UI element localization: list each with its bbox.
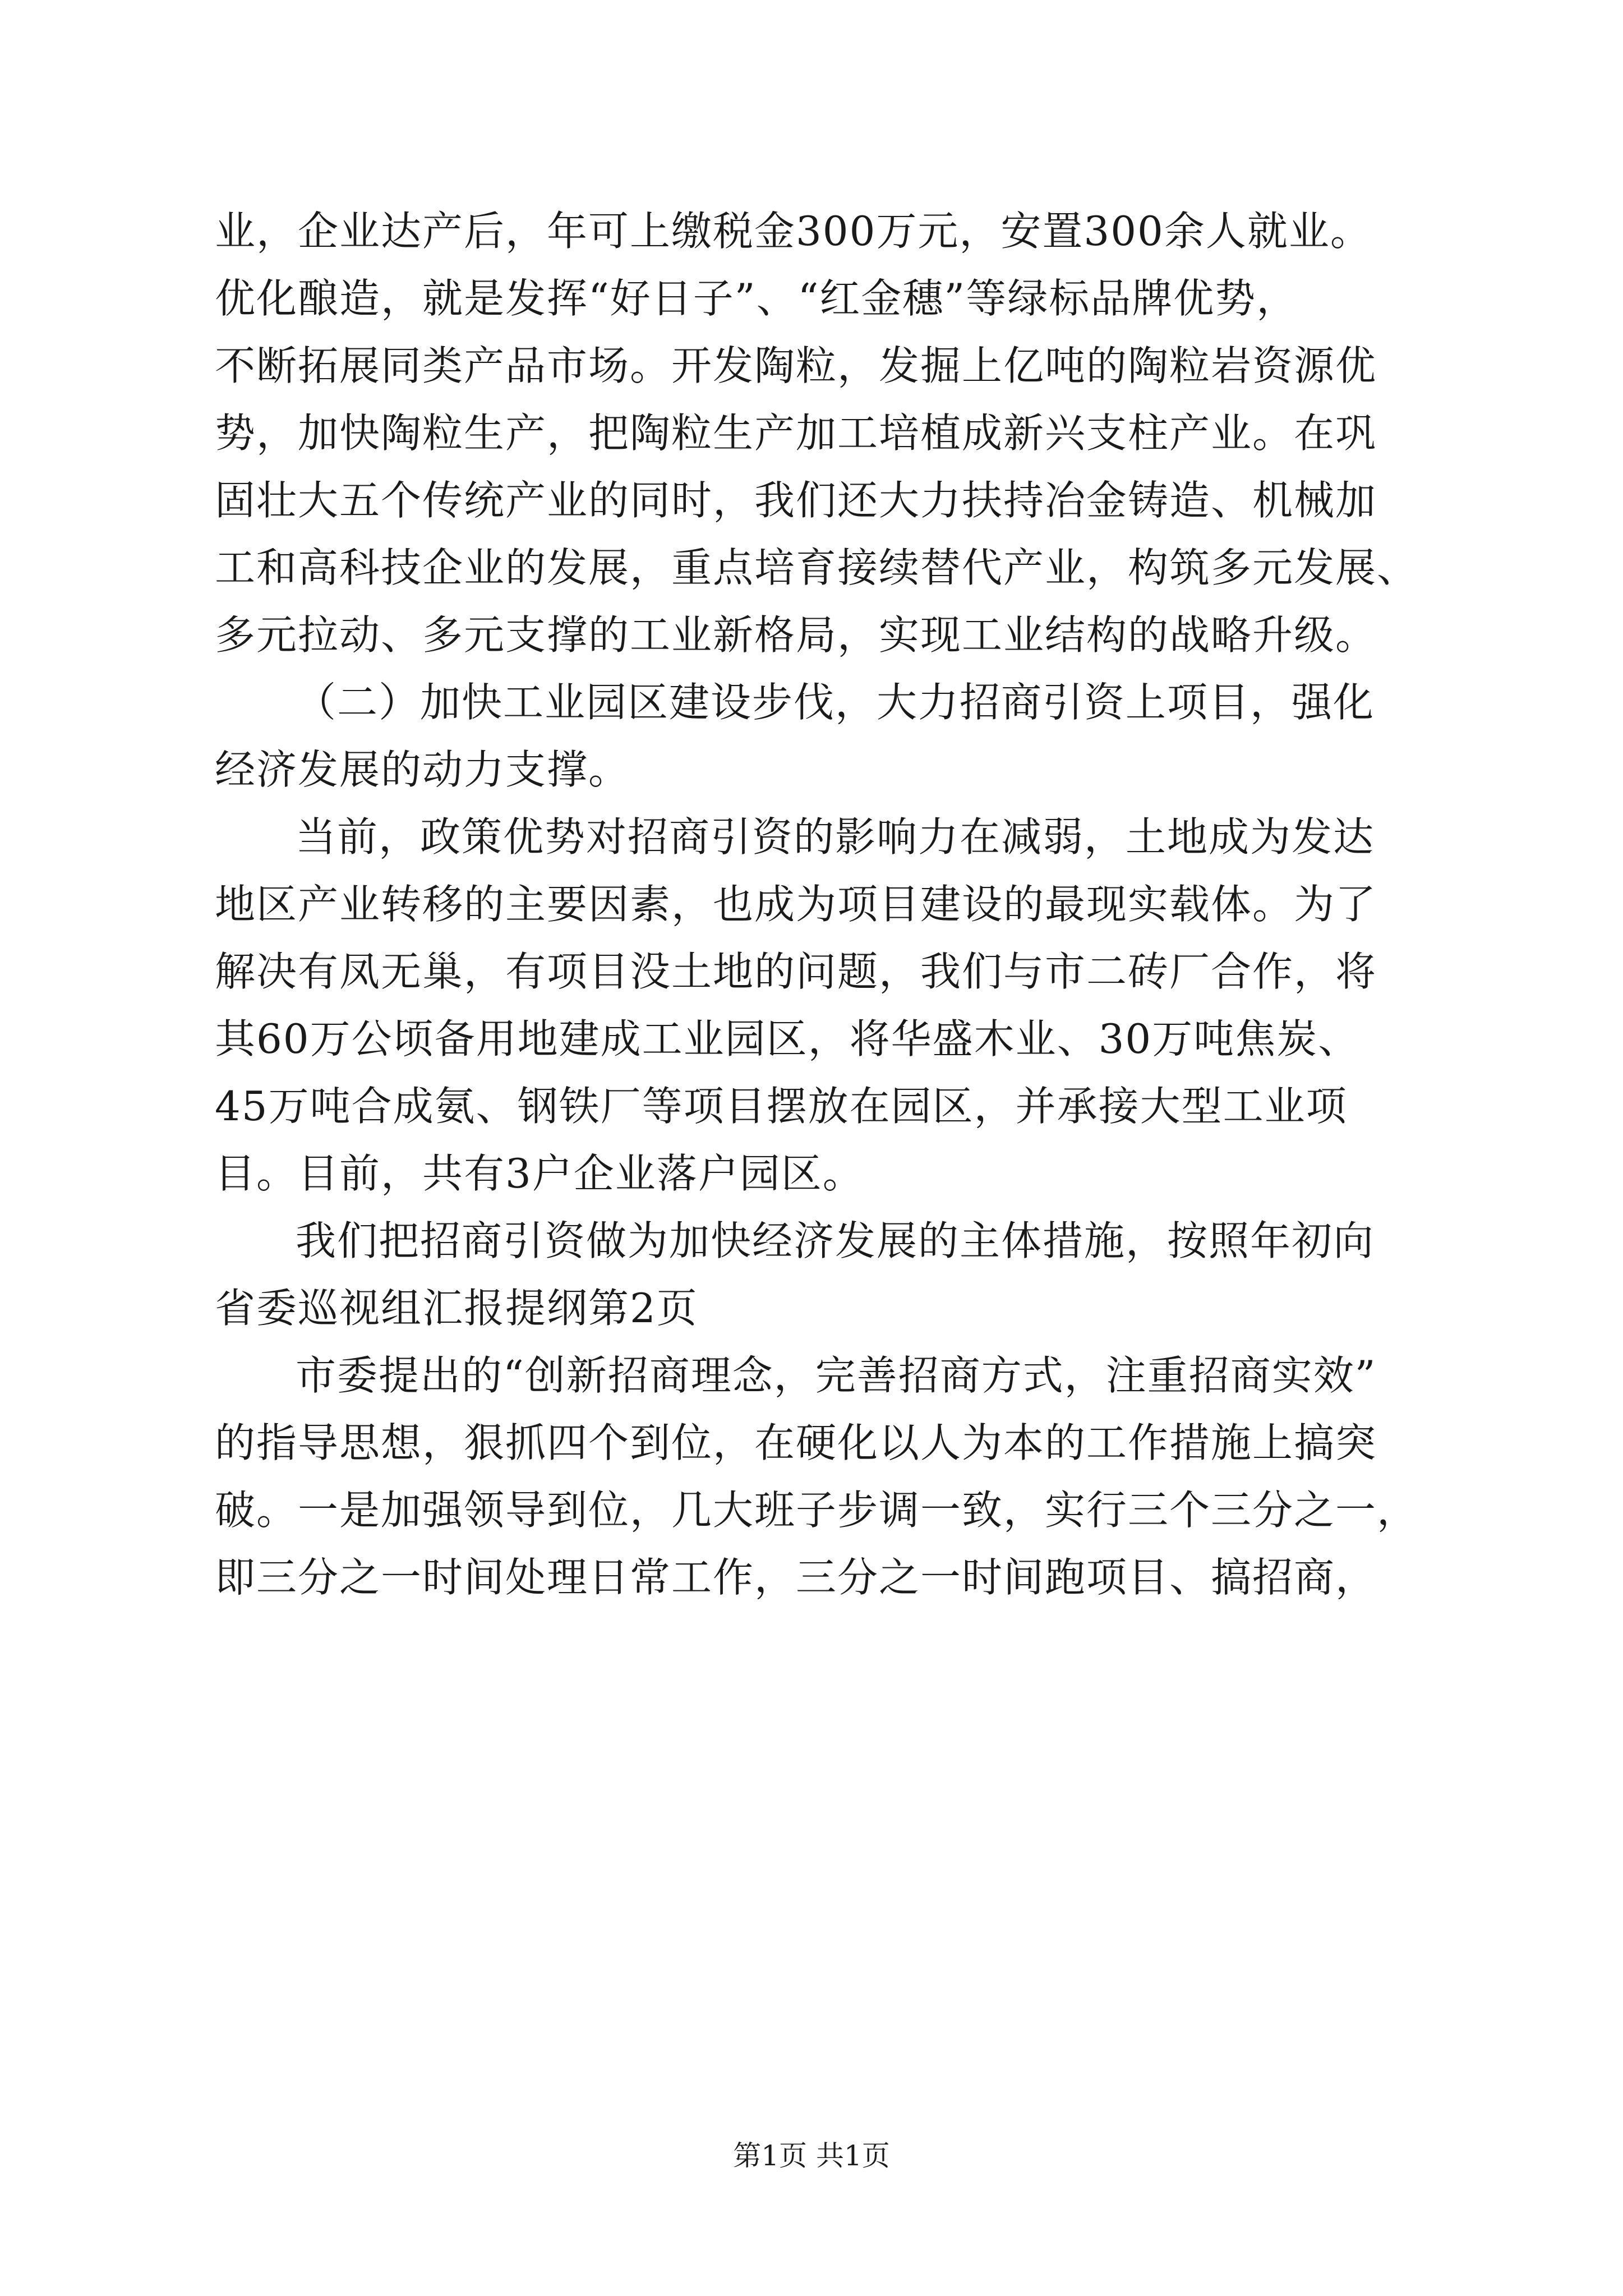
section-heading-line: 经济发展的动力支撑。 xyxy=(215,746,630,793)
text-line: 其60万公顷备用地建成工业园区，将华盛木业、30万吨焦炭、 xyxy=(215,1015,1360,1062)
text-line: 我们把招商引资做为加快经济发展的主体措施，按照年初向 xyxy=(296,1217,1375,1264)
text-line: 固壮大五个传统产业的同时，我们还大力扶持冶金铸造、机械加 xyxy=(215,477,1377,524)
text-line: 市委提出的“创新招商理念，完善招商方式，注重招商实效” xyxy=(296,1352,1377,1399)
text-line: 45万吨合成氨、钢铁厂等项目摆放在园区，并承接大型工业项 xyxy=(215,1083,1348,1130)
page-footer xyxy=(0,2136,1623,2175)
text-line: 即三分之一时间处理日常工作，三分之一时间跑项目、搞招商， xyxy=(215,1554,1377,1601)
text-line: 地区产业转移的主要因素，也成为项目建设的最现实载体。为了 xyxy=(215,881,1377,928)
text-line: 业，企业达产后，年可上缴税金300万元，安置300余人就业。 xyxy=(215,208,1372,255)
text-line: 势，加快陶粒生产，把陶粒生产加工培植成新兴支柱产业。在巩 xyxy=(215,409,1377,457)
text-line: 多元拉动、多元支撑的工业新格局，实现工业结构的战略升级。 xyxy=(215,611,1377,659)
page-number-label: 第1页 共1页 xyxy=(733,2139,890,2172)
text-line: 目。目前，共有3户企业落户园区。 xyxy=(215,1150,864,1197)
text-line: 优化酿造，就是发挥“好日子”、“红金穗”等绿标品牌优势， xyxy=(215,275,1298,322)
section-heading-line: （二）加快工业园区建设步伐，大力招商引资上项目，强化 xyxy=(296,679,1375,726)
text-line: 工和高科技企业的发展，重点培育接续替代产业，构筑多元发展、 xyxy=(215,544,1419,591)
text-line: 不断拓展同类产品市场。开发陶粒，发掘上亿吨的陶粒岩资源优 xyxy=(215,342,1377,389)
text-line: 的指导思想，狠抓四个到位，在硬化以人为本的工作措施上搞突 xyxy=(215,1419,1377,1466)
text-line: 破。一是加强领导到位，几大班子步调一致，实行三个三分之一， xyxy=(215,1487,1419,1534)
text-line: 当前，政策优势对招商引资的影响力在减弱，土地成为发达 xyxy=(296,813,1375,861)
text-line: 省委巡视组汇报提纲第2页 xyxy=(215,1285,698,1332)
text-line: 解决有凤无巢，有项目没土地的问题，我们与市二砖厂合作，将 xyxy=(215,948,1377,995)
